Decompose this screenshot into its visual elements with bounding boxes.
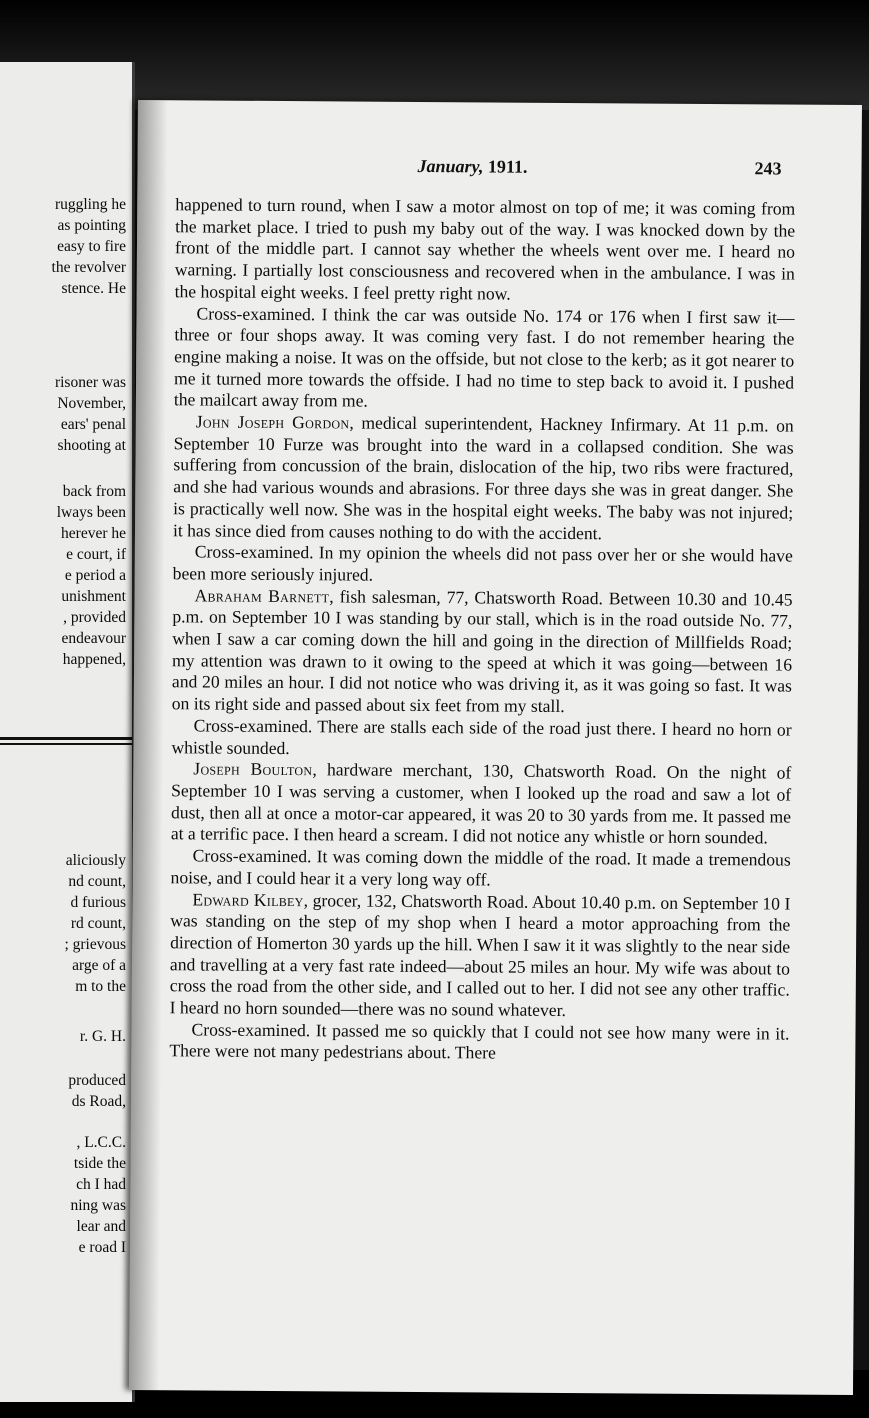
left-line: tside the — [73, 1155, 126, 1172]
witness-name: Joseph Boulton — [193, 758, 313, 780]
paragraph — [170, 889, 791, 1024]
section-rule — [0, 743, 132, 745]
left-line: as pointing — [57, 217, 126, 234]
left-line: ; grievous — [64, 936, 126, 953]
witness-name: Abraham Barnett — [194, 585, 330, 607]
paragraph-text: , medical superintendent, Hackney Infirmary. At 11 p.m. on September 10 Furze was brought into the ward in a collapsed condition. She was suffering from concussion of the brain, dislocation of the hip, two ribs were fractured, and she had various wounds and abrasions. For three days she was in great danger. She is practically well now. She was in the hospital eight weeks. The baby was not injured; it has since died from causes nothing to do with the accident. — [172, 412, 794, 543]
paragraph-text: happened to turn round, when I saw a motor almost on top of me; it was coming from the market place. I tried to push my baby out of the way. I was knocked down by the front of the middle part. I cannot say whether the wheels went over me. I heard no warning. I partially lost consciousness and recovered when in the ambulance. I was in the hospital eight weeks. I feel pretty right now. — [174, 194, 796, 304]
paragraph-text: Cross-examined. In my opinion the wheels did not pass over her or she would have been more seriously injured. — [172, 541, 793, 585]
left-line: nd count, — [68, 873, 126, 890]
paragraph-text: , fish salesman, 77, Chatsworth Road. Between 10.30 and 10.45 p.m. on September 10 I was standing by our stall, which is in the road outside No. 77, when I saw a car coming down the hill and going in the direction of Millfields Road; my attention was drawn to it owing to the speed at which it was going—between 16 and 20 miles an hour. I did not notice who was driving it, as it was going so fast. It was on its right side and passed about six feet from my stall. — [171, 586, 793, 717]
left-line: produced — [68, 1072, 126, 1089]
left-line: shooting at — [57, 437, 126, 454]
left-line: back from — [62, 483, 126, 500]
paragraph-text: Cross-examined. There are stalls each side of the road just there. I heard no horn or whistle sounded. — [171, 715, 792, 758]
left-line: r. G. H. — [79, 1028, 126, 1045]
left-line: , L.C.C. — [76, 1134, 126, 1151]
page-number: 243 — [754, 158, 782, 179]
paragraph-text: , hardware merchant, 130, Chatsworth Road. On the night of September 10 I was serving a customer, when I looked up the road and saw a lot of dust, then all at once a motor-car appeared, it was 20 to 30 yards from me. It passed me at a terrific pace. I then heard a scream. I did not notice any whistle or horn sounded. — [170, 759, 792, 848]
left-line: endeavour — [61, 630, 126, 647]
left-line: the revolver — [51, 259, 126, 276]
paragraph — [171, 759, 792, 850]
left-line: ruggling he — [54, 196, 126, 213]
left-line: rd count, — [70, 915, 126, 932]
section-rule — [0, 737, 132, 740]
paragraph — [170, 845, 790, 893]
paragraph — [175, 194, 796, 307]
left-line: ch I had — [76, 1176, 126, 1193]
left-line: ning was — [70, 1197, 126, 1214]
left-line: e court, if — [66, 546, 126, 563]
paragraph — [172, 585, 793, 720]
paragraph-text: Cross-examined. It passed me so quickly that I could not see how many were in it. There were not many pedestrians about. There — [169, 1019, 790, 1063]
left-line: November, — [57, 395, 126, 412]
running-head-year: 1911. — [487, 156, 528, 177]
left-line: unishment — [61, 588, 126, 605]
left-line: ds Road, — [71, 1093, 126, 1110]
left-line: e period a — [64, 567, 126, 584]
running-head-month: January, — [417, 155, 484, 177]
left-line: lear and — [76, 1218, 126, 1235]
paragraph — [174, 303, 795, 416]
left-line: lways been — [56, 504, 126, 521]
running-head — [417, 156, 527, 178]
witness-name: Edward Kilbey — [192, 888, 304, 910]
left-line: risoner was — [54, 374, 126, 391]
body-text — [169, 194, 795, 1066]
left-line: ears' penal — [60, 416, 126, 433]
left-line: happened, — [62, 651, 126, 668]
paragraph — [171, 715, 791, 763]
paragraph — [173, 542, 793, 590]
left-line: arge of a — [72, 957, 126, 974]
paragraph — [169, 1019, 789, 1067]
left-line: easy to fire — [57, 238, 126, 255]
left-line: aliciously — [65, 852, 126, 869]
paragraph-text: , grocer, 132, Chatsworth Road. About 10.40 p.m. on September 10 I was standing on the step of my shop when I heard a motor approaching from the direction of Homerton 30 yards up the hill. When I saw it it was slightly to the near side and travelling at a very fast rate indeed—about 25 miles an hour. My wife was about to cross the road from the other side, and I called out to her. I did not see any other traffic. I heard no horn sounded—there was no sound whatever. — [169, 889, 791, 1021]
left-facing-page — [0, 62, 135, 1402]
left-line: , provided — [63, 609, 126, 626]
left-line: m to the — [75, 978, 126, 995]
left-line: d furious — [70, 894, 126, 911]
witness-name: John Joseph Gordon — [195, 411, 350, 433]
left-line: herever he — [61, 525, 126, 542]
paragraph — [173, 411, 794, 546]
document-page — [129, 100, 862, 1395]
left-line: e road I — [78, 1239, 126, 1256]
paragraph-text: Cross-examined. It was coming down the middle of the road. It made a tremendous noise, and I could hear it a very long way off. — [170, 845, 791, 890]
left-line: stence. He — [61, 280, 126, 297]
paragraph-text: Cross-examined. I think the car was outside No. 174 or 176 when I first saw it—three or four shops away. It was coming very fast. I do not remember hearing the engine making a noise. It was on the offside, but not close to the kerb; as it got nearer to me it turned more towards the offside. I had no time to step back to avoid it. I pushed the mailcart away from me. — [173, 302, 795, 411]
